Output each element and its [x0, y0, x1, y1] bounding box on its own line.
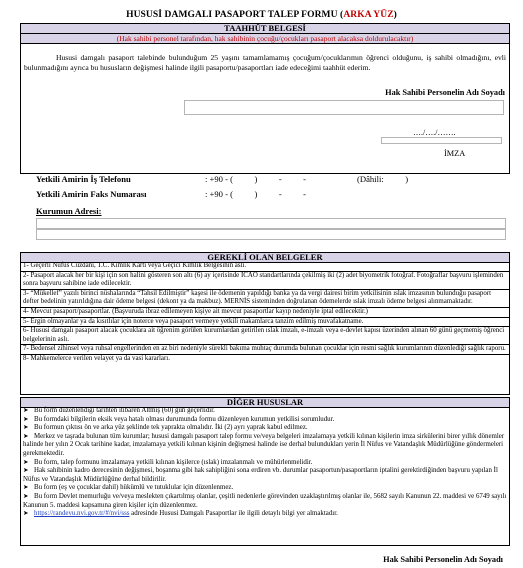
address-label: Kurumun Adresi: [36, 206, 102, 216]
list-item: ➤ Merkez ve taşrada bulunan tüm kurumlar; hususi damgalı pasaport talep formu ve/veya belgeleri imzalamaya yetkili kılınan kişilerin imza sirkülerini birer yıllık dönemler halinde her yılın 2 Ocak tarihine kadar, imzalamaya yetkili kılınan kişinin değişmesi halinde ise derhal bulundukları yerin İl Nüfus ve Vatandaşlık Müdürlüğüne göndermeleri gerekmektedir. [23, 432, 505, 457]
list-item: 4- Mevcut pasaport/pasaportlar. (Başvuruda ibraz edilemeyen kişiye ait mevcut pasaportlar kayıp nedeniyle iptal edilecektir.) [21, 308, 509, 318]
arrow-bullet-icon: ➤ [23, 415, 29, 423]
phone-value: : +90 - ( ) - - [205, 174, 307, 184]
address-input-line1[interactable] [36, 218, 506, 229]
commitment-date: …./…./……. [413, 128, 456, 137]
other-issues-heading: DİĞER HUSUSLAR [20, 397, 510, 408]
list-item: ➤ Bu formdaki bilgilerin eksik veya hatalı olması durumunda formu düzenleyen kurumun yetkilisi sorumludur. [23, 415, 335, 423]
phone-label: Yetkili Amirin İş Telefonu [36, 174, 131, 184]
info-link[interactable]: https://randevu.nvi.gov.tr/#/nvi/sss [34, 510, 130, 518]
commitment-date-input[interactable] [381, 137, 502, 144]
commitment-subheading: (Hak sahibi personel tarafından, hak sahibinin çocuğu/çocukları pasaport alacaksa doldurulacaktır) [20, 34, 510, 44]
list-item: 2- Pasaport alacak her bir kişi için son halini gösteren son altı (6) ay içerisinde ICAO standartlarında çekilmiş iki (2) adet biyometrik fotoğraf. Fotoğraflar başvuru işleminden sonra başvuru sahibine iade edilecektir. [21, 272, 509, 290]
arrow-bullet-icon: ➤ [23, 432, 29, 440]
required-docs-heading: GEREKLİ OLAN BELGELER [20, 252, 510, 263]
list-item: ➤ Bu form (eş ve çocuklar dahil) hükümlü ve tutuklular için düzenlenmez. [23, 484, 234, 492]
arrow-bullet-icon: ➤ [23, 492, 29, 500]
arrow-bullet-icon: ➤ [23, 467, 29, 475]
commitment-name-input[interactable] [184, 100, 504, 115]
arrow-bullet-icon: ➤ [23, 510, 29, 518]
list-item: 1- Geçerli Nüfus Cüzdanı, T.C. Kimlik Kartı veya Geçici Kimlik Belgesinin aslı. [21, 262, 509, 272]
other-issues-section [20, 407, 510, 546]
commitment-heading: TAAHHÜT BELGESİ [20, 23, 510, 34]
signature-label: İMZA [444, 149, 466, 158]
list-item: 6- Hususi damgalı pasaport alacak çocuklara ait öğrenim görülen kurumlardan getirilen ıslak imzalı, e-imzalı veya e-devlet kapısı üzerinden alınan 60 günü geçmemiş öğrenci belgelerinin aslı. [21, 327, 509, 345]
list-item: ➤ Hak sahibinin kadro derecesinin değişmesi, boşanma gibi hak sahipliğini sona erdiren vb. durumlar pasaportun/pasaportların iptalini gerektirdiğinden başvuru yapılan İl Nüfus ve Vatandaşlık Müdürlüğüne derhal bildirilir. [23, 467, 498, 483]
list-item: ➤ https://randevu.nvi.gov.tr/#/nvi/sss adresinde Hususi Damgalı Pasaportlar ile ilgili detaylı bilgi yer almaktadır. [23, 510, 338, 518]
commitment-section [20, 44, 510, 174]
fax-value: : +90 - ( ) - - [205, 189, 307, 199]
arrow-bullet-icon: ➤ [23, 424, 29, 432]
list-item: 3- “Mükellef” yazılı birinci nüshalarında “Tahsil Edilmiştir” kaşesi ile ödemenin yapıldığı banka ya da vergi dairesi birim yetkilisinin ıslak imzasının bulunduğu pasaport defter bedelinin yatırıldığına dair ödeme belgesi (dekont ya da makbuz). MERNİS sisteminden doğrulanan ödemelerde ıslak imzalı ödeme belgesi alınmamaktadır. [21, 290, 509, 308]
arrow-bullet-icon: ➤ [23, 407, 29, 414]
commitment-text: Hususi damgalı pasaport talebinde bulunduğum 25 yaşını tamamlamamış çocuğum/çocuklarımın öğrenci olduğunu, iş sahibi olmadığını, evli bulunmadığını ayrıca bu hususların değişmesi halinde ilgili pasaportu/pasaportları iade edeceğimi taahhüt ederim. [24, 53, 506, 72]
commitment-signer-label: Hak Sahibi Personelin Adı Soyadı [385, 88, 505, 97]
list-item: ➤ Bu form, talep formunu imzalamaya yetkili kılınan kişilerce (ıslak) imzalanmalı ve mühürlenmelidir. [23, 458, 313, 466]
list-item: 8- Mahkemelerce verilen velayet ya da vasi kararları. [23, 354, 170, 362]
required-docs-section [20, 262, 510, 395]
arrow-bullet-icon: ➤ [23, 484, 29, 492]
list-item: 7- Bedensel zihinsel veya ruhsal engellerinden en az biri nedeniyle sürekli bakıma muhtaç durumda bulunan çocuklar için resmi sağlık kurumlarının düzenlediği sağlık raporu. [21, 345, 509, 355]
form-title: HUSUSİ DAMGALI PASAPORT TALEP FORMU (ARKA YÜZ) [126, 10, 397, 20]
footer-signer-label: Hak Sahibi Personelin Adı Soyadı [383, 555, 503, 564]
arrow-bullet-icon: ➤ [23, 458, 29, 466]
phone-extension: (Dâhili: ) [357, 174, 409, 184]
fax-label: Yetkili Amirin Faks Numarası [36, 189, 147, 199]
list-item: ➤ Bu form Devlet memurluğu ve/veya meslekten çıkartılmış olanlar, çeşitli nedenlerle görevinden uzaklaştırılmış olanlar ile, 5682 sayılı Kanunun 22. maddesi ve 6749 sayılı Kanunun 5. maddesi kapsamına giren kişiler için düzenlenmez. [23, 492, 507, 509]
list-item: ➤ Bu form düzenlendiği tarihten itibaren Altmış (60) gün geçerlidir. [23, 407, 215, 414]
address-input-line2[interactable] [36, 229, 506, 240]
list-item: 5- Ergin olmayanlar ya da kısıtlılar için noterce veya pasaport vermeye yetkili makamlarca tanzim edilmiş muvafakatname. [21, 318, 509, 328]
list-item: ➤ Bu formun çıktısı ön ve arka yüz şeklinde tek yaprakta olmalıdır. İki (2) ayrı yaprak kabul edilmez. [23, 424, 308, 432]
